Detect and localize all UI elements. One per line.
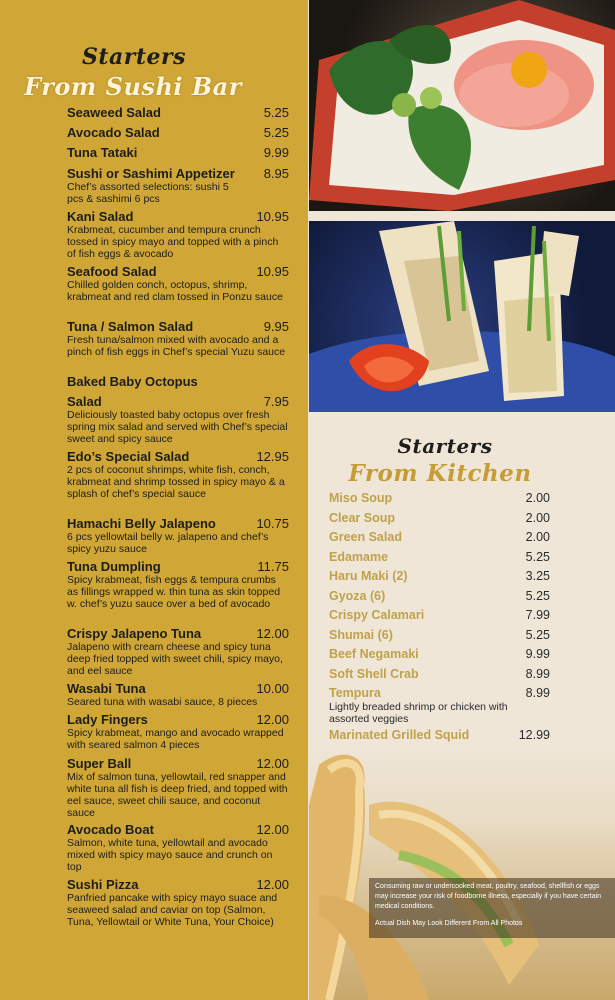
menu-item <box>67 877 289 928</box>
item-price: 2.00 <box>525 511 550 525</box>
item-price: 3.25 <box>525 569 550 583</box>
menu-item <box>329 550 550 565</box>
item-price: 12.00 <box>256 712 289 727</box>
item-price: 12.00 <box>256 822 289 837</box>
item-price: 7.95 <box>263 394 289 409</box>
menu-item <box>67 319 289 358</box>
item-price: 5.25 <box>525 589 550 603</box>
item-name: Miso Soup <box>329 491 393 505</box>
item-description: Salmon, white tuna, yellowtail and avocado mixed with spicy mayo sauce and crunch on top <box>67 837 273 873</box>
item-name: Kani Salad <box>67 209 134 224</box>
menu-item <box>67 449 289 500</box>
item-name: Tuna Tataki <box>67 145 138 160</box>
disclaimer-box <box>369 878 615 938</box>
item-name: Edo’s Special Salad <box>67 449 190 464</box>
item-price: 5.25 <box>525 550 550 564</box>
item-name: Edamame <box>329 550 389 564</box>
item-description: Fresh tuna/salmon mixed with avocado and a pinch of fish eggs in Chef’s special Yuzu sauce <box>67 334 286 358</box>
menu-item <box>67 712 289 751</box>
menu-item <box>67 394 289 445</box>
menu-item <box>329 628 550 643</box>
item-name: Marinated Grilled Squid <box>329 728 470 742</box>
item-price: 7.99 <box>525 608 550 622</box>
menu-item <box>329 589 550 604</box>
item-description: Chef’s assorted selections: sushi 5 pcs & sashimi 6 pcs <box>67 181 229 205</box>
item-price: 8.99 <box>525 686 550 700</box>
item-name: Tempura <box>329 686 381 700</box>
item-name: Avocado Salad <box>67 125 160 140</box>
menu-item <box>329 647 550 662</box>
item-price: 12.95 <box>256 449 289 464</box>
item-name: Super Ball <box>67 756 132 771</box>
item-description: Mix of salmon tuna, yellowtail, red snapper and white tuna all fish is deep fried, and topped with eel sauce, sweet chili sauce, and coconut sauce <box>67 771 288 819</box>
roll-photo <box>309 221 615 412</box>
item-name: Seafood Salad <box>67 264 157 279</box>
item-name: Beef Negamaki <box>329 647 419 661</box>
sashimi-illustration <box>309 0 615 211</box>
item-price: 5.25 <box>525 628 550 642</box>
item-price: 10.95 <box>256 264 289 279</box>
item-price: 12.00 <box>256 756 289 771</box>
item-name: Sushi Pizza <box>67 877 139 892</box>
item-description: Seared tuna with wasabi sauce, 8 pieces <box>67 696 258 708</box>
item-price: 10.95 <box>256 209 289 224</box>
item-name: Baked Baby Octopus <box>67 374 198 389</box>
menu-item <box>67 626 289 677</box>
sashimi-photo <box>309 0 615 211</box>
item-name: Green Salad <box>329 530 402 544</box>
menu-item <box>67 559 289 610</box>
item-description: Panfried pancake with spicy mayo suace and seaweed salad and caviar on top (Salmon, Tuna, Yellowtail or White Tuna, Your Choice) <box>67 892 278 928</box>
roll-illustration <box>309 221 615 412</box>
item-description: Chilled golden conch, octopus, shrimp, krabmeat and red clam tossed in Ponzu sauce <box>67 279 283 303</box>
kitchen-subtitle: From Kitchen <box>348 460 532 487</box>
item-description: 2 pcs of coconut shrimps, white fish, conch, krabmeat and shrimp tossed in spicy mayo & a splash of chef’s special sauce <box>67 464 285 500</box>
item-name: Soft Shell Crab <box>329 667 419 681</box>
item-description: Lightly breaded shrimp or chicken with assorted veggies <box>329 701 508 725</box>
item-price: 12.00 <box>256 626 289 641</box>
item-description: Spicy krabmeat, mango and avocado wrapped with seared salmon 4 pieces <box>67 727 284 751</box>
item-price: 8.95 <box>263 166 289 181</box>
item-description: 6 pcs yellowtail belly w. jalapeno and chef’s spicy yuzu sauce <box>67 531 269 555</box>
menu-item <box>67 822 289 873</box>
item-price: 5.25 <box>263 125 289 140</box>
food-safety-warning: Consuming raw or undercooked meat, poultry, seafood, shellfish or eggs may increase your risk of foodborne illness, especially if you have certain medical conditions. <box>375 883 602 910</box>
item-name: Avocado Boat <box>67 822 154 837</box>
menu-item <box>329 686 550 725</box>
item-price: 12.00 <box>256 877 289 892</box>
item-price: 9.99 <box>525 647 550 661</box>
menu-item <box>67 125 289 140</box>
item-description: Jalapeno with cream cheese and spicy tuna deep fried topped with sweet chili, spicy mayo, and eel sauce <box>67 641 283 677</box>
item-name: Tuna / Salmon Salad <box>67 319 194 334</box>
menu-item <box>67 374 289 389</box>
menu-item <box>329 530 550 545</box>
menu-item <box>329 491 550 506</box>
item-price: 2.00 <box>525 530 550 544</box>
item-price: 9.99 <box>263 145 289 160</box>
tempura-photo <box>309 745 615 1000</box>
item-name: Tuna Dumpling <box>67 559 161 574</box>
menu-item <box>67 145 289 160</box>
photo-disclaimer: Actual Dish May Look Different From All Photos <box>375 920 523 927</box>
item-name: Sushi or Sashimi Appetizer <box>67 166 235 181</box>
menu-item <box>329 667 550 682</box>
item-name: Clear Soup <box>329 511 395 525</box>
sushi-bar-title: Starters <box>81 44 187 70</box>
item-name: Seaweed Salad <box>67 105 161 120</box>
menu-item <box>329 569 550 584</box>
menu-item <box>67 209 289 260</box>
menu-item <box>67 756 289 819</box>
item-name: Lady Fingers <box>67 712 148 727</box>
item-name: Crispy Jalapeno Tuna <box>67 626 202 641</box>
item-description: Spicy krabmeat, fish eggs & tempura crumbs as fillings wrapped w. thin tuna as skin topped w. chef’s yuzu sauce over a bed of avocado <box>67 574 281 610</box>
item-name: Gyoza (6) <box>329 589 386 603</box>
menu-item <box>329 728 550 743</box>
item-description: Deliciously toasted baby octopus over fresh spring mix salad and served with Chef’s special sweet and spicy sauce <box>67 409 288 445</box>
menu-item <box>67 264 289 303</box>
menu-item <box>67 681 289 708</box>
item-price: 10.00 <box>256 681 289 696</box>
item-price: 10.75 <box>256 516 289 531</box>
item-name: Shumai (6) <box>329 628 393 642</box>
item-price: 2.00 <box>525 491 550 505</box>
item-description: Krabmeat, cucumber and tempura crunch tossed in spicy mayo and topped with a pinch of fish eggs & avocado <box>67 224 279 260</box>
item-price: 11.75 <box>257 559 289 574</box>
kitchen-title: Starters <box>397 434 493 458</box>
item-name: Crispy Calamari <box>329 608 425 622</box>
sushi-bar-subtitle: From Sushi Bar <box>24 72 242 101</box>
item-price: 12.99 <box>518 728 550 742</box>
menu-item <box>67 516 289 555</box>
menu-item <box>67 105 289 120</box>
tempura-illustration <box>309 745 615 1000</box>
item-price: 9.95 <box>263 319 289 334</box>
item-price: 8.99 <box>525 667 550 681</box>
item-name: Wasabi Tuna <box>67 681 146 696</box>
item-price: 5.25 <box>263 105 289 120</box>
item-name: Hamachi Belly Jalapeno <box>67 516 216 531</box>
menu-item <box>329 608 550 623</box>
menu-item <box>329 511 550 526</box>
menu-item <box>67 166 289 205</box>
item-name: Salad <box>67 394 102 409</box>
item-name: Haru Maki (2) <box>329 569 408 583</box>
